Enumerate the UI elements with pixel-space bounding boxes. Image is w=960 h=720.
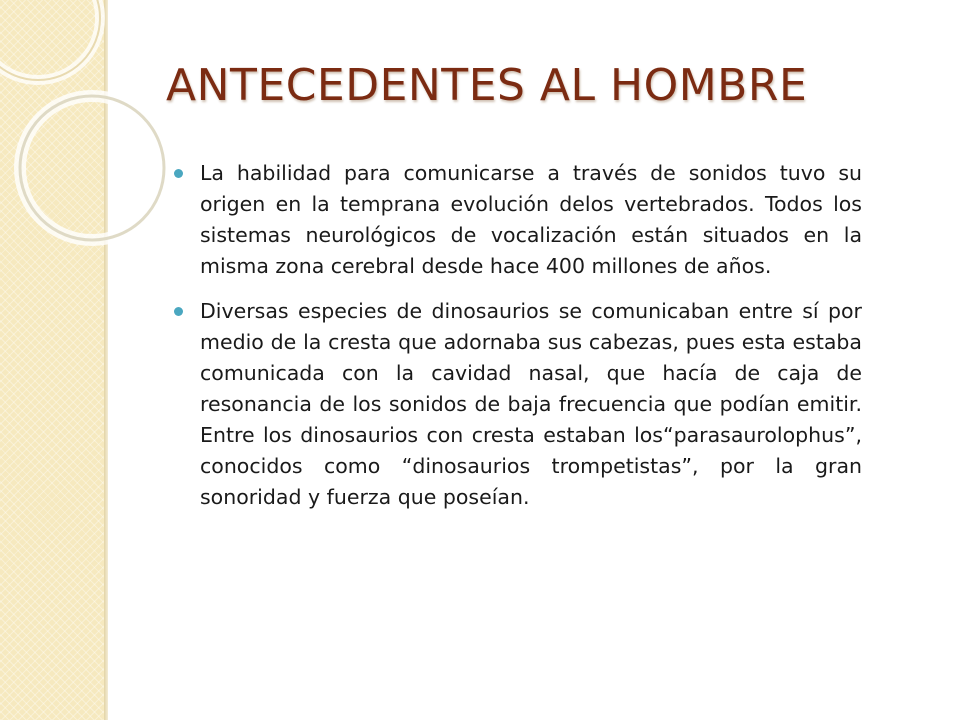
bullet-item	[174, 158, 862, 282]
slide-title: ANTECEDENTES AL HOMBRE	[166, 60, 808, 111]
bullet-item	[174, 296, 862, 513]
bullet-text: La habilidad para comunicarse a través de sonidos tuvo su origen en la temprana evolución delos vertebrados. Todos los sistemas neurológicos de vocalización están situados en la misma zona cerebral desde hace 400 millones de años.	[200, 161, 862, 278]
bullet-icon	[174, 169, 183, 178]
bullet-icon	[174, 307, 183, 316]
bullet-list	[174, 158, 862, 527]
decorative-ring-icon	[0, 0, 130, 260]
bullet-text: Diversas especies de dinosaurios se comunicaban entre sí por medio de la cresta que adornaba sus cabezas, pues esta estaba comunicada con la cavidad nasal, que hacía de caja de resonancia de los sonidos de baja frecuencia que podían emitir. Entre los dinosaurios con cresta estaban los“parasaurolophus”, conocidos como “dinosaurios trompetistas”, por la gran sonoridad y fuerza que poseían.	[200, 299, 862, 509]
